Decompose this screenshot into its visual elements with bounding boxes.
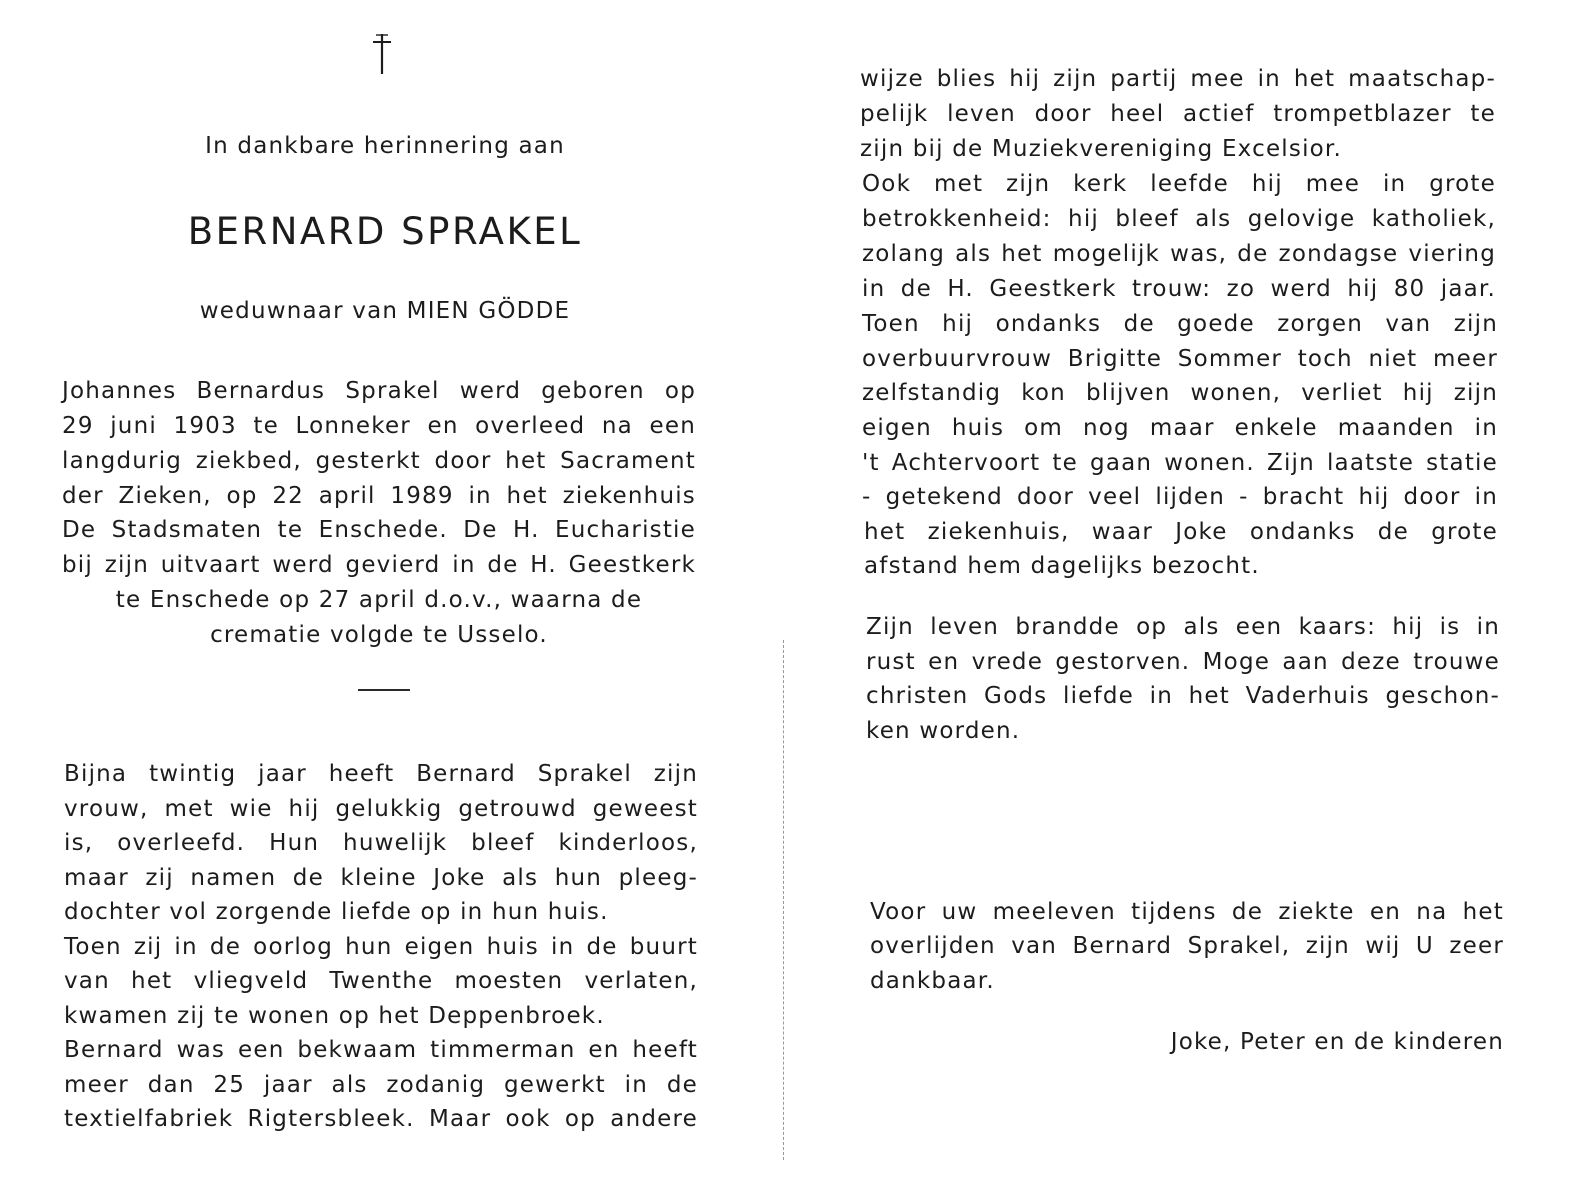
right-line: Ook met zijn kerk leefde hij mee in grote <box>862 171 1496 197</box>
right-line: 't Achtervoort te gaan wonen. Zijn laatste statie <box>862 450 1498 476</box>
spouse-line: weduwnaar van MIEN GÖDDE <box>199 298 571 324</box>
right-line: rust en vrede gestorven. Moge aan deze trouwe <box>866 649 1500 675</box>
right-line: - getekend door veel lijden - bracht hij door in <box>862 484 1498 510</box>
right-line: eigen huis om nog maar enkele maanden in <box>862 415 1498 441</box>
right-line: het ziekenhuis, waar Joke ondanks de grote <box>864 519 1498 545</box>
right-line: overbuurvrouw Brigitte Sommer toch niet meer <box>862 346 1498 372</box>
thanks-line: Voor uw meeleven tijdens de ziekte en na het <box>870 899 1504 925</box>
life-line: van het vliegveld Twenthe moesten verlaten, <box>64 968 698 994</box>
birth-line: Johannes Bernardus Sprakel werd geboren op <box>62 378 696 404</box>
birth-line: crematie volgde te Usselo. <box>210 622 548 648</box>
thanks-line: overlijden van Bernard Sprakel, zijn wij U zeer <box>870 933 1504 959</box>
right-line: betrokkenheid: hij bleef als gelovige katholiek, <box>862 206 1496 232</box>
deceased-name: BERNARD SPRAKEL <box>187 210 583 253</box>
thanks-line: dankbaar. <box>870 968 995 994</box>
dedication: In dankbare herinnering aan <box>205 133 565 159</box>
right-line: afstand hem dagelijks bezocht. <box>864 553 1260 579</box>
life-line: is, overleefd. Hun huwelijk bleef kinderloos, <box>64 830 698 856</box>
right-line: wijze blies hij zijn partij mee in het maatschap- <box>860 66 1496 92</box>
life-line: meer dan 25 jaar als zodanig gewerkt in de <box>64 1072 698 1098</box>
right-line: zijn bij de Muziekvereniging Excelsior. <box>860 136 1342 162</box>
right-line: ken worden. <box>866 718 1021 744</box>
right-page <box>790 0 1585 1200</box>
right-line: zelfstandig kon blijven wonen, verliet hij zijn <box>862 380 1498 406</box>
life-line: Bernard was een bekwaam timmerman en heeft <box>64 1037 698 1063</box>
fold-line <box>783 640 784 1160</box>
life-line: Bijna twintig jaar heeft Bernard Sprakel zijn <box>64 761 698 787</box>
right-line: in de H. Geestkerk trouw: zo werd hij 80 jaar. <box>862 276 1496 302</box>
birth-line: 29 juni 1903 te Lonneker en overleed na een <box>62 413 696 439</box>
birth-line: der Zieken, op 22 april 1989 in het ziekenhuis <box>62 483 696 509</box>
life-line: textielfabriek Rigtersbleek. Maar ook op andere <box>64 1106 698 1132</box>
life-line: kwamen zij te wonen op het Deppenbroek. <box>64 1003 605 1029</box>
right-line: christen Gods liefde in het Vaderhuis geschon- <box>866 683 1500 709</box>
birth-line: te Enschede op 27 april d.o.v., waarna de <box>115 587 643 613</box>
life-line: maar zij namen de kleine Joke als hun pleeg- <box>64 865 698 891</box>
left-page <box>0 0 780 1200</box>
birth-line: De Stadsmaten te Enschede. De H. Eucharistie <box>62 517 696 543</box>
right-line: Toen hij ondanks de goede zorgen van zijn <box>862 311 1498 337</box>
birth-line: langdurig ziekbed, gesterkt door het Sacrament <box>62 448 696 474</box>
signature: Joke, Peter en de kinderen <box>1170 1029 1504 1055</box>
right-line: zolang als het mogelijk was, de zondagse viering <box>862 241 1496 267</box>
right-line: pelijk leven door heel actief trompetblazer te <box>860 101 1496 127</box>
right-line: Zijn leven brandde op als een kaars: hij is in <box>866 614 1500 640</box>
life-line: vrouw, met wie hij gelukkig getrouwd geweest <box>64 796 698 822</box>
life-line: dochter vol zorgende liefde op in hun huis. <box>64 899 609 925</box>
separator-line <box>358 689 410 691</box>
cross-icon <box>370 30 394 78</box>
birth-line: bij zijn uitvaart werd gevierd in de H. Geestkerk <box>62 552 696 578</box>
life-line: Toen zij in de oorlog hun eigen huis in de buurt <box>64 934 698 960</box>
